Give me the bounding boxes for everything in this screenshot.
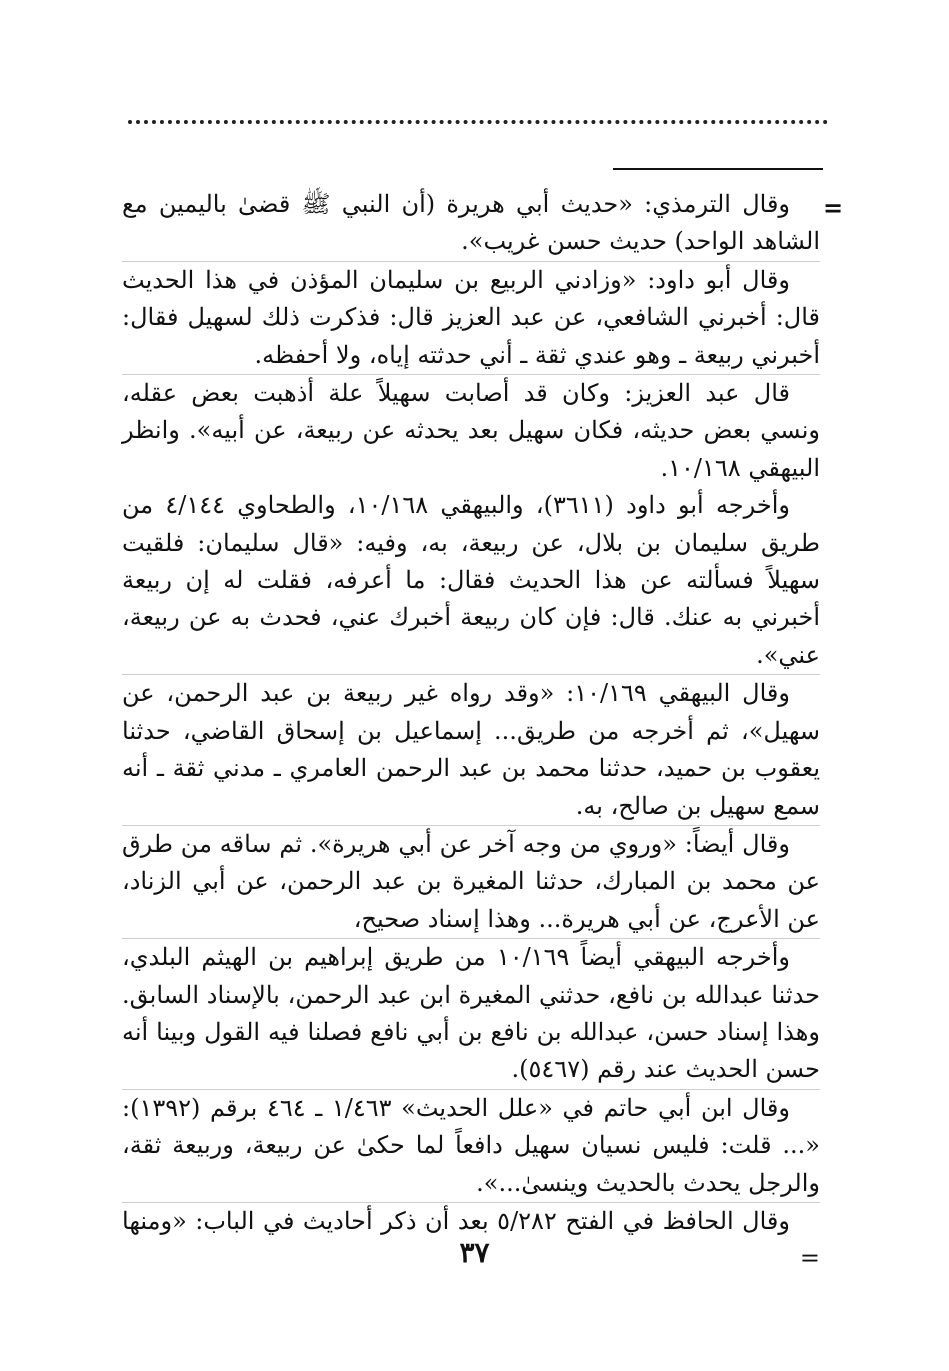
paragraph-tirmidhi: وقال الترمذي: «حديث أبي هريرة (أن النبي ﷺ قضىٰ باليمين مع الشاهد الواحد) حديث حسن غريب».: [122, 190, 820, 256]
continuation-marker: =: [823, 193, 844, 222]
footnote-rule: [613, 168, 823, 170]
page-number: ٣٧: [459, 1236, 490, 1269]
paragraph-ibn-abi-hatim: وقال ابن أبي حاتم في «علل الحديث» ١/٤٦٣ ـ ٤٦٤ برقم (١٣٩٢): «... قلت: فليس نسيان سهيل دافعاً لما حكىٰ عن ربيعة، وربيعة ثقة، والرجل يحدث بالحديث وينسىٰ...».: [122, 1089, 820, 1202]
paragraph-takhrij: وأخرجه أبو داود (٣٦١١)، والبيهقي ١٠/١٦٨، والطحاوي ٤/١٤٤ من طريق سليمان بن بلال، عن ربيعة، به، وفيه: «قال سليمان: فلقيت سهيلاً فسألته عن هذا الحديث فقال: ما أعرفه، فقلت له إن ربيعة أخبرني به عنك. قال: فإن كان ربيعة أخبرك عني، فحدث به عن ربيعة، عني».: [122, 491, 820, 669]
paragraph-bayhaqi-ibrahim: وأخرجه البيهقي أيضاً ١٠/١٦٩ من طريق إبراهيم بن الهيثم البلدي، حدثنا عبدالله بن نافع، حدثني المغيرة ابن عبد الرحمن، بالإسناد السابق. وهذا إسناد حسن، عبدالله بن نافع بن أبي نافع فصلنا فيه القول وبينا أنه حسن الحديث عند رقم (٥٤٦٧).: [122, 938, 820, 1089]
dotted-separator: [128, 120, 828, 124]
paragraph-bayhaqi: وقال البيهقي ١٠/١٦٩: «وقد رواه غير ربيعة بن عبد الرحمن، عن سهيل»، ثم أخرجه من طريق... إسماعيل بن إسحاق القاضي، حدثنا يعقوب بن حميد، حدثنا محمد بن عبد الرحمن العامري ـ مدني ثقة ـ أنه سمع سهيل بن صالح، به.: [122, 674, 820, 825]
paragraph-bayhaqi-also: وقال أيضاً: «وروي من وجه آخر عن أبي هريرة». ثم ساقه من طرق عن محمد بن المبارك، حدثنا المغيرة بن عبد الرحمن، عن أبي الزناد، عن الأعرج، عن أبي هريرة... وهذا إسناد صحيح،: [122, 825, 820, 938]
footnote-text: [122, 186, 820, 1278]
paragraph-abu-dawud: وقال أبو داود: «وزادني الربيع بن سليمان المؤذن في هذا الحديث قال: أخبرني الشافعي، عن عبد العزيز قال: فذكرت ذلك لسهيل فقال: أخبرني ربيعة ـ وهو عندي ثقة ـ أني حدثته إياه، ولا أحفظه.: [122, 261, 820, 374]
paragraph-abd-al-aziz: قال عبد العزيز: وكان قد أصابت سهيلاً علة أذهبت بعض عقله، ونسي بعض حديثه، فكان سهيل بعد يحدثه عن ربيعة، عن أبيه». وانظر البيهقي ١٠/١٦٨.: [122, 374, 820, 487]
paragraph-hafiz: وقال الحافظ في الفتح ٥/٢٨٢ بعد أن ذكر أحاديث في الباب: «ومنها =: [122, 1202, 820, 1278]
